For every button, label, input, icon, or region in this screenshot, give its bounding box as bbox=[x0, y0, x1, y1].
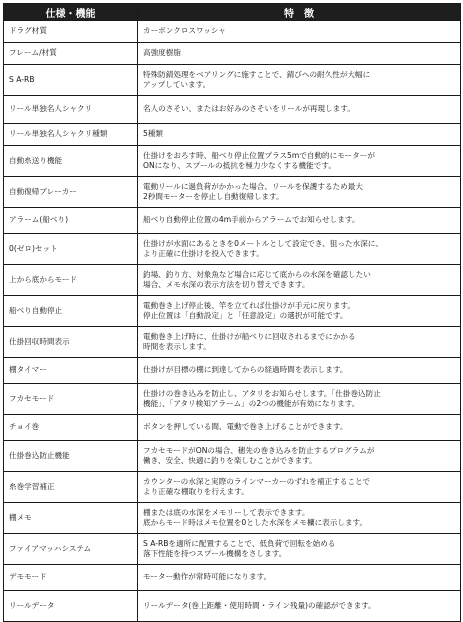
spec-desc-cell: 棚または底の水深をメモリーして表示できます。 底からモード時はメモ位置を0とした水深をメモ欄に表示します。 bbox=[138, 503, 461, 534]
spec-desc-cell: 電動リールに過負荷がかかった場合、リールを保護するため最大 2秒間モーターを停止し自動復帰します。 bbox=[138, 177, 461, 208]
spec-desc-cell: 電動巻き上げ時に、仕掛けが船べりに回収されるまでにかかる 時間を表示します。 bbox=[138, 327, 461, 358]
spec-name-cell: リール単独名人シャクリ種類 bbox=[4, 124, 138, 146]
table-row bbox=[4, 441, 461, 472]
spec-desc-cell: ボタンを押している間、電動で巻き上げることができます。 bbox=[138, 415, 461, 441]
table-row bbox=[4, 415, 461, 441]
spec-name-cell: 船べり自動停止 bbox=[4, 296, 138, 327]
spec-desc-cell: フカセモードがONの場合、穂先の巻き込みを防止するプログラムが 働き、安全、快適に釣りを楽しむことができます。 bbox=[138, 441, 461, 472]
spec-desc-cell: カーボンクロスワッシャ bbox=[138, 21, 461, 43]
spec-name-cell: ドラグ材質 bbox=[4, 21, 138, 43]
table-row bbox=[4, 384, 461, 415]
table-row bbox=[4, 146, 461, 177]
spec-desc-cell: 仕掛けの巻き込みを防止し、アタリをお知らせします。「仕掛巻込防止 機能」、「アタリ検知アラーム」の2つの機能が有効になります。 bbox=[138, 384, 461, 415]
spec-name-cell: 仕掛回収時間表示 bbox=[4, 327, 138, 358]
spec-name-cell: 0(ゼロ)セット bbox=[4, 234, 138, 265]
table-row bbox=[4, 503, 461, 534]
table-row bbox=[4, 265, 461, 296]
spec-name-cell: アラーム(船べり) bbox=[4, 208, 138, 234]
header-spec: 仕様・機能 bbox=[4, 4, 138, 21]
table-row bbox=[4, 21, 461, 43]
header-feature: 特 徴 bbox=[138, 4, 461, 21]
spec-desc-cell: 仕掛けをおろす時、船べり停止位置プラス5mで自動的にモーターが ONになり、スプールの抵抗を極力少なくする機能です。 bbox=[138, 146, 461, 177]
spec-desc-cell: リールデータ(巻上距離・使用時間・ライン残量)の確認ができます。 bbox=[138, 591, 461, 622]
spec-desc-cell: 仕掛けが水面にあるときを0メートルとして設定でき、狙った水深に、 より正確に仕掛けを投入できます。 bbox=[138, 234, 461, 265]
spec-name-cell: 上から底からモード bbox=[4, 265, 138, 296]
spec-table bbox=[3, 3, 461, 622]
table-row bbox=[4, 124, 461, 146]
spec-desc-cell: 名人のさそい、またはお好みのさそいをリールが再現します。 bbox=[138, 96, 461, 124]
spec-name-cell: 自動復帰ブレーカー bbox=[4, 177, 138, 208]
table-row bbox=[4, 565, 461, 591]
table-body bbox=[4, 21, 461, 622]
spec-desc-cell: モーター動作が常時可能になります。 bbox=[138, 565, 461, 591]
table-row bbox=[4, 358, 461, 384]
spec-name-cell: 棚タイマー bbox=[4, 358, 138, 384]
spec-desc-cell: 特殊防錆処理をベアリングに施すことで、錆びへの耐久性が大幅に アップしています。 bbox=[138, 65, 461, 96]
spec-name-cell: 仕掛巻込防止機能 bbox=[4, 441, 138, 472]
table-row bbox=[4, 96, 461, 124]
spec-desc-cell: S A-RBを適所に配置することで、低負荷で回転を始める 落下性能を持つスプール機構をさします。 bbox=[138, 534, 461, 565]
spec-desc-cell: 釣場、釣り方、対象魚など場合に応じて底からの水深を確認したい 場合、メモ水深の表示方法を切り替えできます。 bbox=[138, 265, 461, 296]
spec-name-cell: S A-RB bbox=[4, 65, 138, 96]
table-row bbox=[4, 327, 461, 358]
spec-desc-cell: 高強度樹脂 bbox=[138, 43, 461, 65]
spec-name-cell: リールデータ bbox=[4, 591, 138, 622]
spec-name-cell: 棚メモ bbox=[4, 503, 138, 534]
table-header-row bbox=[4, 4, 461, 21]
spec-desc-cell: 5種類 bbox=[138, 124, 461, 146]
spec-name-cell: 自動糸送り機能 bbox=[4, 146, 138, 177]
spec-name-cell: フレーム/材質 bbox=[4, 43, 138, 65]
spec-name-cell: リール単独名人シャクリ bbox=[4, 96, 138, 124]
table-row bbox=[4, 591, 461, 622]
spec-desc-cell: 仕掛けが目標の棚に到達してからの経過時間を表示します。 bbox=[138, 358, 461, 384]
table-row bbox=[4, 65, 461, 96]
table-row bbox=[4, 177, 461, 208]
spec-name-cell: チョイ巻 bbox=[4, 415, 138, 441]
spec-name-cell: ファイアマッハシステム bbox=[4, 534, 138, 565]
spec-name-cell: デモモード bbox=[4, 565, 138, 591]
table-row bbox=[4, 208, 461, 234]
table-row bbox=[4, 234, 461, 265]
table-row bbox=[4, 534, 461, 565]
spec-desc-cell: カウンターの水深と実際のラインマーカーのずれを補正することで より正確な棚取りを行えます。 bbox=[138, 472, 461, 503]
spec-name-cell: 糸巻学習補正 bbox=[4, 472, 138, 503]
spec-desc-cell: 電動巻き上げ停止後、竿を立てれば仕掛けが手元に戻ります。 停止位置は「自動設定」と「任意設定」の選択が可能です。 bbox=[138, 296, 461, 327]
table-row bbox=[4, 472, 461, 503]
spec-desc-cell: 船べり自動停止位置の4m手前からアラームでお知らせします。 bbox=[138, 208, 461, 234]
table-row bbox=[4, 43, 461, 65]
spec-name-cell: フカセモード bbox=[4, 384, 138, 415]
table-row bbox=[4, 296, 461, 327]
